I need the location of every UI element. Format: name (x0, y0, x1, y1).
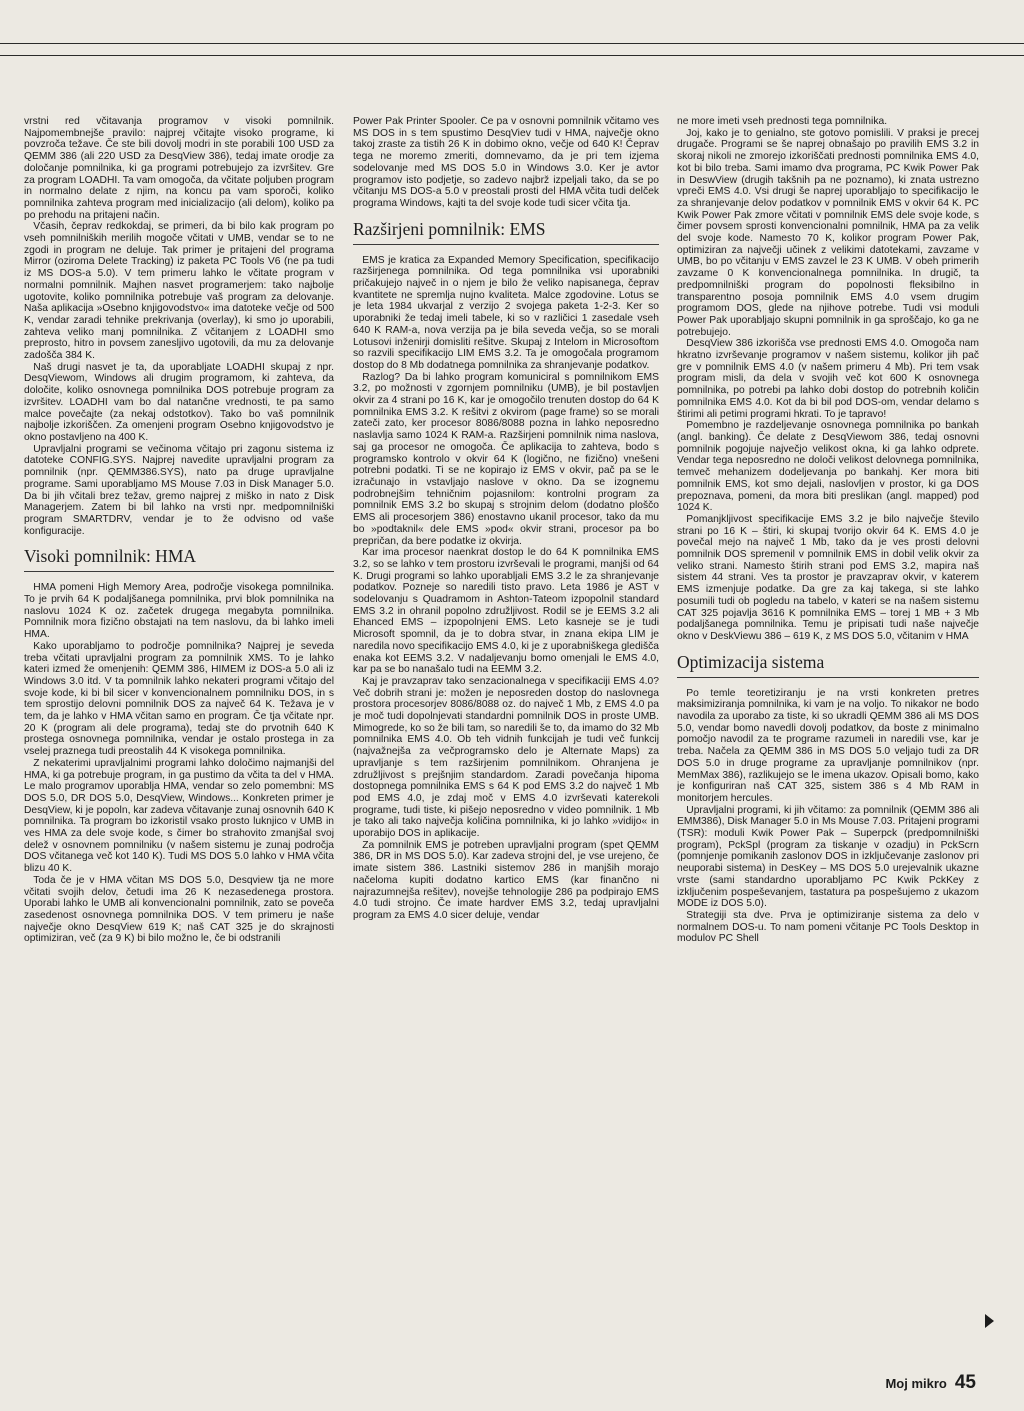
paragraph: Včasih, čeprav redkokdaj, se primeri, da bi bilo kak program po vseh pomnilniških merilih mogoče včitati v UMB, vendar se to ne zgodi in program ne deluje. Tak primer je pritajeni del programa Mirror (oziroma Delete Tracking) iz paketa PC Tools V6 (ne pa tudi iz MS DOS-a 5.0). V tem primeru lahko le včitate program v normalni pomnilnik. Majhen nasvet programerjem: tako najbolje ugotovite, koliko pomnilnika potrebuje vaš program za delovanje. Naša aplikacija »Osebno knjigovodstvo« ima datoteke večje od 500 K, vendar zaradi tehnike prekrivanja (overlay), ki smo jo uporabili, zahteva veliko manj pomnilnika. Z včitanjem z LOADHI smo preprosto, hitro in povsem zanesljivo ugotovili, da mu za delovanje zadošča 384 K. (24, 221, 334, 362)
column-left (24, 116, 334, 1348)
paragraph: Razlog? Da bi lahko program komuniciral s pomnilnikom EMS 3.2, po možnosti v zgornjem pomnilniku (UMB), je bil postavljen okvir za 4 strani po 16 K, kar je omogočilo trenuten dostop do 64 K pomnilnika EMS 3.2. K rešitvi z okvirom (page frame) so se morali zateči zato, ker procesor 8086/8088 pozna in lahko neposredno naslavlja samo 1024 K RAM-a. Razširjeni pomnilnik nima naslova, saj ga procesor ne omogoča. Če aplikacija to zahteva, bodo s programsko kontrolo v okvir 64 K (logično, ne fizično) vnešeni potrebni podatki. Ti se ne kopirajo iz EMS v okvir, pač pa se le izračunajo in vstavljajo naslove v okno. Da se izognemu podrobnejšim tehničnim pojasnilom: kontrolni program za pomnilnik EMS 3.2 bo skupaj s strojnim delom (dodatno ploščo EMS ali procesorjem 386) enostavno ukanil procesor, tako da mu bo »podtaknil« dele EMS »pod« okvir strani, procesor pa bo prepričan, da bere podatke iz okvirja. (353, 371, 659, 547)
column-middle (353, 116, 659, 1348)
paragraph: EMS je kratica za Expanded Memory Specification, specifikacijo razširjenega pomnilnika. Od tega pomnilnika vsi uporabniki pričakujejo največ in o njem je bilo že veliko napisanega, čeprav kvantitete ne spremlja nujno kvaliteta. Malce zgodovine. Lotus se je leta 1984 ukvarjal z verzijo 2 svojega paketa 1-2-3. Ker so uporabniki že tedaj imeli tabele, ki so v različici 1 zasedale vseh 640 K RAM-a, nova verzija pa je bila seveda večja, so se morali Lotusovi inženirji domisliti rešitve. Skupaj z Intelom in Microsoftom so razvili specifikacijo LIM EMS 3.2. Ta je omogočala programom dostop do 8 Mb dodatnega pomnilnika za shranjevanje podatkov. (353, 254, 659, 371)
paragraph: Strategiji sta dve. Prva je optimiziranje sistema za delo v normalnem DOS-u. To nam pomeni včitanje PC Tools Desktop in modulov PC Shell (677, 910, 979, 945)
paragraph: Toda če je v HMA včitan MS DOS 5.0, Desqview tja ne more včitati svojih delov, četudi ima 26 K nezasedenega prostora. Uporabi lahko le UMB ali konvencionalni pomnilnik, zato se poveča zasedenost osnovnega pomnilnika DOS. V tem primeru je naše največje okno DesqView 619 K; naš CAT 325 je do skrajnosti optimiziran, več (za 9 K) bi bilo možno le, če bi odstranili (24, 874, 334, 945)
section-heading-ems: Razširjeni pomnilnik: EMS (353, 219, 659, 245)
paragraph: vrstni red včitavanja programov v visoki pomnilnik. Najpomembnejše pravilo: najprej včitajte visoko programe, ki povzroča težave. Če ste bili dovolj modri in ste porabili 100 USD za QEMM 386 (ali 220 USD za DesqView 386), tedaj imate orodje za določanje pomnilnika, ki ga programi potrebujejo za izvršitev. Gre za program LOADHI. Ta vam omogoča, da včitate poljuben program in normalno delate z njim, na koncu pa vam sporoči, koliko pomnilnika zahteva program med inicializacijo (ali delom), koliko pa po prehodu na pritajeni način. (24, 116, 334, 221)
paragraph: HMA pomeni High Memory Area, področje visokega pomnilnika. To je prvih 64 K podaljšanega pomnilnika, prvi blok pomnilnika na naslovu 1024 K oz. začetek drugega megabyta pomnilnika. Pomnilnik mora fizično obstajati na tem naslovu, da bi lahko imeli HMA. (24, 582, 334, 641)
paragraph: Upravljalni programi, ki jih včitamo: za pomnilnik (QEMM 386 ali EMM386), Disk Manager 5.0 in Ms Mouse 7.03. Pritajeni programi (TSR): moduli Kwik Power Pak – Superpck (predpomnilniški program), PckSpl (program za tiskanje v ozadju) in PckScrn (pomnjenje pomikanih zaslonov DOS in izključevanje zaslonov pri neuporabi sistema) in DesKey – MS DOS 5.0 urejevalnik ukazne vrste (sami standardno uporabljamo PC Kwik PckKey z izključenim pospeševanjem, tastatura pa pospešujemo z ukazom MODE iz DOS 5.0). (677, 804, 979, 910)
paragraph: Naš drugi nasvet je ta, da uporabljate LOADHI skupaj z npr. DesqViewom, Windows ali drugim programom, ki zahteva, da določite, koliko osnovnega pomnilnika DOS potrebuje program za izvršitev. LOADHI vam bo dal natančne vrednosti, te pa samo malce povečajte (za nekaj odstotkov). Tako bo vaš pomnilnik najbolje izkoriščen. Za omenjeni program Osebno knjigovodstvo je okno postavljeno na 400 K. (24, 361, 334, 443)
paragraph: Upravljalni programi se večinoma včitajo pri zagonu sistema iz datoteke CONFIG.SYS. Najprej navedite upravljalni program za pomnilnik (npr. QEMM386.SYS), nato pa druge upravljalne programe. Sami uporabljamo MS Mouse 7.03 in Disk Manager 5.0. Da bi jih včitali brez težav, gremo najprej z miško in nato z Disk Managerjem. Zatem bi bil lahko na vrsti npr. medpomnilniški program SMARTDRV, vendar je to že odvisno od vaše konfiguracije. (24, 443, 334, 537)
paragraph: Za pomnilnik EMS je potreben upravljalni program (spet QEMM 386, DR in MS DOS 5.0). Kar zadeva strojni del, je vse urejeno, če imate sistem 386. Lastniki sistemov 286 in manjših morajo načeloma kupiti dodatno kartico EMS (kar finančno ni najrazumnejša rešitev), novejše tehnologije 286 pa podpirajo EMS 4.0 tudi strojno. Če imate hardver EMS 3.2, tedaj upravljalni program za EMS 4.0 sicer deluje, vendar (353, 839, 659, 921)
page-number: 45 (954, 1372, 976, 1393)
paragraph: ne more imeti vseh prednosti tega pomnilnika. (677, 116, 888, 127)
paragraph: Kar ima procesor naenkrat dostop le do 64 K pomnilnika EMS 3.2, so se lahko v tem prostoru izvrševali le programi, manjši od 64 K. Drugi programi so lahko uporabljali EMS 3.2 le za shranjevanje podatkov. Pozneje so naredili tisto pravo. Leta 1986 je AST v sodelovanju s Quadramom in Ashton-Tateom izpopolnil standard EMS 3.2 in ohranil popolno združljivost. Rodil se je EEMS 3.2 ali Ehanced EMS – izpopolnjeni EMS. Leto kasneje se je tudi Microsoft spomnil, da je to dobra stvar, in znana ekipa LIM je naredila novo specifikacijo EMS 4.0, ki je z uporabniškega gledišča enaka kot EEMS 3.2. V nadaljevanju bomo omenjali le EMS 4.0, kar pa se bo nanašalo tudi na EEMM 3.2. (353, 547, 659, 676)
header-rule-top (0, 43, 1024, 44)
section-heading-hma: Visoki pomnilnik: HMA (24, 546, 334, 572)
continue-arrow-icon (985, 1314, 994, 1328)
paragraph: DesqView 386 izkorišča vse prednosti EMS 4.0. Omogoča nam hkratno izvrševanje programov v našem sistemu, kolikor jih pač gre v pomnilnik EMS 4.0 (v našem primeru 4 Mb). Pri tem vsak program misli, da dela v svojih več kot 600 K osnovnega pomnilnika, po potrebi pa lahko dobi dostop do potrebnih količin pomnilnika EMS 4.0. Kot da bi bil pod DOS-om, vendar delamo s štirimi ali petimi programi hkrati. To je tapravo! (677, 338, 979, 420)
paragraph: Kako uporabljamo to področje pomnilnika? Najprej je seveda treba včitati upravljalni program za pomnilnik XMS. To je lahko kateri izmed že omenjenih: QEMM 386, HIMEM iz DOS-a 5.0 ali iz Windows 3.0 itd. V ta pomnilnik lahko nekateri programi včitajo del svoje kode, ki bi bil sicer v konvencionalnem pomnilniku DOS, in s tem sprostijo delovni pomnilnik DOS za največ 64 K. Težava je v tem, da je lahko v HMA včitan samo en program. Če tja včitate npr. 20 K (program ali dele programa), tedaj ste do prvotnih 640 K prostega osnovnega pomnilnika, vendar je ostalo prostega in za vselej praznega tudi preostalih 44 K visokega pomnilnika. (24, 640, 334, 758)
section-heading-optimization: Optimizacija sistema (677, 652, 979, 678)
paragraph: Po temle teoretiziranju je na vrsti konkreten pretres maksimiziranja pomnilnika, ki vam je na voljo. To nikakor ne bodo navodila za uporabo za tiste, ki so ukradli QEMM 386 ali MS DOS 5.0, vendar bomo navedli dovolj podatkov, da boste z minimalno pomočjo navodil za te programe razumeli in naredili vse, kar je treba. Načela za QEMM 386 in MS DOS 5.0 veljajo tudi za DR DOS 5.0 in druge programe za upravljanje pomnilnikov (npr. MemMax 386), razlikujejo se le imena ukazov. Opisali bomo, kako je konfiguriran naš CAT 325, sistem 386 s 4 Mb RAM in monitorjem hercules. (677, 687, 979, 804)
paragraph: Joj, kako je to genialno, ste gotovo pomislili. V praksi je precej drugače. Programi se še naprej obnašajo po pravilih EMS 3.2 in skoraj nikoli ne zmorejo izkoriščati prednosti pomnilnika EMS 4.0, kot bi bilo treba. Sami imamo dva programa, PC Kwik Power Pak in DeswView (drugih takšnih pa ne poznamo), ki znata ustrezno vpreči EMS 4.0. Vsi drugi še naprej uporabljajo to specifikacijo le za shranjevanje delov podatkov v pomnilnik EMS v okvir 64 K. PC Kwik Power Pak zmore včitati v pomnilnik EMS dele svoje kode, s čimer povsem sprosti konvencionalni pomnilnik, HMA pa za velik del svoje kode. Namesto 70 K, kolikor program Power Pak, optimiziran za največji učinek z velikimi datotekami, zavzame v UMB, bo po včitanju v EMS zavzel le 23 K UMB. V obeh primerih zavzame 0 K konvencionalnega pomnilnika. In drugič, ta predpomnilniški program do popolnosti fleksibilno in transparentno posoja pomnilnik EMS 4.0 vsem drugim programom DOS, glede na njihove potrebe. Tudi vsi moduli Power Pak uporabljajo skupni pomnilnik in ga sproščajo, ko ga ne potrebujejo. (677, 127, 979, 338)
paragraph: Pomembno je razdeljevanje osnovnega pomnilnika po bankah (angl. banking). Če delate z DesqViewom 386, tedaj osnovni pomnilnik pogojuje največjo velikost okna, ki ga lahko odprete. Vendar tega neposredno ne določi velikost delovnega pomnilnika, temveč mehanizem dodeljevanja po bankahj. Ker mora biti pomnilnik EMS, kot smo dejali, naslovljen v prostor, ki ga DOS prepoznava, pomeni, da mora biti preslikan (angl. mapped) pod 1024 K. (677, 420, 979, 514)
column-right (677, 116, 979, 1348)
page-footer (885, 1372, 976, 1394)
paragraph: Z nekaterimi upravljalnimi programi lahko določimo najmanjši del HMA, ki ga potrebuje program, in ga pustimo da včita ta del v HMA. Le malo programov uporablja HMA, vendar so zelo pomembni: MS DOS 5.0, DR DOS 5.0, DesqView, Windows... Konkreten primer je DesqView, ki je popoln, kar zadeva včitavanje zunaj osnovnih 640 K pomnilnika. Ta program bo izkoristil vsako prosto luknjico v UMB in ves HMA za dele svoje kode, s čimer bo strahovito zmanjšal svoj delež v osnovnem pomnilniku (v našem sistemu je zunaj področja DOS včitanega več kot 140 K). Tudi MS DOS 5.0 lahko v HMA včita blizu 40 K. (24, 757, 334, 875)
header-rule-bottom (0, 55, 1024, 56)
paragraph: Kaj je pravzaprav tako senzacionalnega v specifikaciji EMS 4.0? Več dobrih strani je: možen je neposreden dostop do naslovnega prostora procesorjev 8086/8088 oz. do največ 1 Mb, z EMS 4.0 pa je moč tudi dopolnjevati standardni pomnilnik DOS in proste UMB. Mimogrede, ko so že bili tam, so naredili še to, da imamo do 32 Mb pomnilnika EMS 4.0. Ob teh vidnih funkcijah je tudi več funkcij (najvažnejša za večprogramsko delo je Alternate Maps) za upravljanje s tem razširjenim pomnilnikom. Ohranjena je združljivost s prejšnjim standardom. Zaradi povečanja hipoma dostopnega pomnilnika EMS s 64 K pod EMS 3.2 do največ 1 Mb pod EMS 4.0, je zdaj moč v EMS 4.0 izvrševati katerekoli programe, tudi tiste, ki pišejo neposredno v video pomnilnik. 1 Mb je tako ali tako največja količina pomnilnika, ki jo lahko »vidijo« in uporabijo DOS in aplikacije. (353, 675, 659, 840)
paragraph: Pomanjkljivost specifikacije EMS 3.2 je bilo največje število strani po 16 K – štiri, ki skupaj tvorijo okvir 64 K. EMS 4.0 je povečal mejo na največ 1 Mb, tako da je ves prosti delovni pomnilnik DOS spremenil v pomnilnik EMS in dobil velik okvir za veliko strani. Namesto štirih strani pod EMS 3.2, mapira naš sistem 44 strani. Ves ta prostor je pravzaprav okvir, v katerem EMS izmenjuje podatke. Da gre za kaj takega, si ste lahko posumili tudi ob pogledu na tabelo, v kateri se na našem sistemu CAT 325 pojavlja 3616 K pomnilnika EMS – torej 1 MB + 3 Mb podaljšanega pomnilnika. Temu je pripisati tudi naše največje okno v DeskViewu 386 – 619 K, z MS DOS 5.0, včitanim v HMA (677, 513, 979, 642)
paragraph: Power Pak Printer Spooler. Če pa v osnovni pomnilnik včitamo ves MS DOS in s tem spustimo DesqViev tudi v HMA, največje okno takoj zraste za tistih 26 K in dobimo okno, večje od 640 K! Čeprav tega ne moremo zmeriti, domnevamo, da je pri tem izjema sodelovanje med MS DOS 5.0 in Windows 3.0. Ker je avtor programov isto podjetje, so zadevo najbrž izpeljali tako, da se po včitanju MS DOS-a 5.0 v preostali prosti del HMA včita tudi delček programa Windows, kajti ta del svoje kode tudi sicer včita tja. (353, 116, 659, 209)
magazine-name: Moj mikro (885, 1376, 947, 1391)
